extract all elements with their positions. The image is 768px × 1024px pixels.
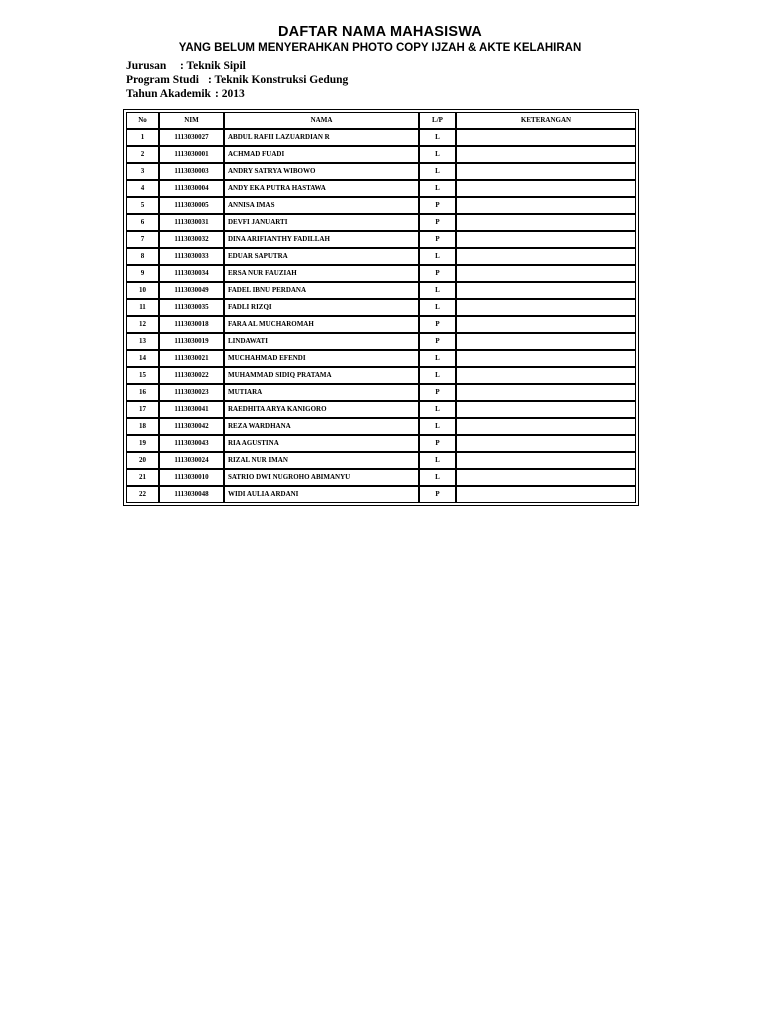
row-no: 18 (126, 418, 159, 435)
table-row (126, 401, 636, 418)
row-nama: MUTIARA (224, 384, 419, 401)
row-nama: DINA ARIFIANTHY FADILLAH (224, 231, 419, 248)
row-nama: ANDY EKA PUTRA HASTAWA (224, 180, 419, 197)
row-nim: 1113030001 (159, 146, 224, 163)
row-keterangan (456, 146, 636, 163)
row-lp: L (419, 180, 456, 197)
row-no: 22 (126, 486, 159, 503)
row-nama: FADLI RIZQI (224, 299, 419, 316)
row-no: 7 (126, 231, 159, 248)
row-no: 19 (126, 435, 159, 452)
row-nama: FADEL IBNU PERDANA (224, 282, 419, 299)
row-nama: ERSA NUR FAUZIAH (224, 265, 419, 282)
row-nim: 1113030027 (159, 129, 224, 146)
row-nim: 1113030032 (159, 231, 224, 248)
table-row (126, 231, 636, 248)
row-no: 10 (126, 282, 159, 299)
info-block (126, 59, 348, 101)
row-nim: 1113030042 (159, 418, 224, 435)
row-lp: P (419, 214, 456, 231)
row-nama: MUHAMMAD SIDIQ PRATAMA (224, 367, 419, 384)
prodi-label: Program Studi (126, 74, 199, 86)
table-row (126, 333, 636, 350)
row-keterangan (456, 469, 636, 486)
row-keterangan (456, 248, 636, 265)
row-no: 4 (126, 180, 159, 197)
row-nama: FARA AL MUCHAROMAH (224, 316, 419, 333)
row-nim: 1113030005 (159, 197, 224, 214)
row-nim: 1113030041 (159, 401, 224, 418)
row-nama: ACHMAD FUADI (224, 146, 419, 163)
row-nama: ANDRY SATRYA WIBOWO (224, 163, 419, 180)
table-row (126, 418, 636, 435)
table-row (126, 180, 636, 197)
row-nama: SATRIO DWI NUGROHO ABIMANYU (224, 469, 419, 486)
row-nim: 1113030023 (159, 384, 224, 401)
row-keterangan (456, 214, 636, 231)
row-nim: 1113030031 (159, 214, 224, 231)
row-nama: ANNISA IMAS (224, 197, 419, 214)
row-no: 2 (126, 146, 159, 163)
row-keterangan (456, 452, 636, 469)
row-lp: P (419, 231, 456, 248)
row-keterangan (456, 486, 636, 503)
row-no: 11 (126, 299, 159, 316)
row-keterangan (456, 384, 636, 401)
table-row (126, 163, 636, 180)
table-row (126, 129, 636, 146)
table-row (126, 265, 636, 282)
row-nim: 1113030048 (159, 486, 224, 503)
header-lp: L/P (419, 112, 456, 129)
row-no: 6 (126, 214, 159, 231)
jurusan-value: : Teknik Sipil (180, 60, 246, 72)
row-no: 1 (126, 129, 159, 146)
header-nim: NIM (159, 112, 224, 129)
row-nama: REZA WARDHANA (224, 418, 419, 435)
header-keterangan: KETERANGAN (456, 112, 636, 129)
page-title: DAFTAR NAMA MAHASISWA (278, 24, 482, 40)
row-nim: 1113030033 (159, 248, 224, 265)
row-no: 8 (126, 248, 159, 265)
row-keterangan (456, 333, 636, 350)
row-nim: 1113030024 (159, 452, 224, 469)
row-no: 16 (126, 384, 159, 401)
row-nama: DEVFI JANUARTI (224, 214, 419, 231)
table-row (126, 486, 636, 503)
row-nama: RAEDHITA ARYA KANIGORO (224, 401, 419, 418)
row-nim: 1113030021 (159, 350, 224, 367)
row-no: 12 (126, 316, 159, 333)
row-keterangan (456, 180, 636, 197)
row-keterangan (456, 282, 636, 299)
row-lp: L (419, 367, 456, 384)
prodi-row (126, 73, 348, 87)
table-header-row (126, 112, 636, 129)
row-keterangan (456, 418, 636, 435)
row-no: 13 (126, 333, 159, 350)
row-nama: LINDAWATI (224, 333, 419, 350)
table-row (126, 350, 636, 367)
table-row (126, 435, 636, 452)
row-keterangan (456, 231, 636, 248)
table-row (126, 248, 636, 265)
table-row (126, 282, 636, 299)
row-nim: 1113030043 (159, 435, 224, 452)
table-row (126, 299, 636, 316)
table-row (126, 146, 636, 163)
row-nim: 1113030022 (159, 367, 224, 384)
row-nama: MUCHAHMAD EFENDI (224, 350, 419, 367)
row-no: 5 (126, 197, 159, 214)
row-keterangan (456, 299, 636, 316)
row-lp: L (419, 248, 456, 265)
row-no: 9 (126, 265, 159, 282)
row-nim: 1113030010 (159, 469, 224, 486)
row-lp: P (419, 333, 456, 350)
table-row (126, 367, 636, 384)
row-lp: L (419, 452, 456, 469)
row-no: 14 (126, 350, 159, 367)
row-nama: RIA AGUSTINA (224, 435, 419, 452)
row-no: 15 (126, 367, 159, 384)
tahun-label: Tahun Akademik (126, 88, 211, 100)
row-lp: L (419, 146, 456, 163)
row-lp: L (419, 469, 456, 486)
row-no: 20 (126, 452, 159, 469)
row-nim: 1113030035 (159, 299, 224, 316)
row-lp: L (419, 163, 456, 180)
row-keterangan (456, 265, 636, 282)
table-row (126, 452, 636, 469)
student-table (126, 112, 636, 503)
row-lp: P (419, 265, 456, 282)
row-lp: P (419, 384, 456, 401)
page-subtitle: YANG BELUM MENYERAHKAN PHOTO COPY IJZAH & AKTE KELAHIRAN (178, 42, 582, 54)
row-lp: L (419, 299, 456, 316)
row-lp: P (419, 435, 456, 452)
row-lp: L (419, 282, 456, 299)
table-row (126, 316, 636, 333)
row-nim: 1113030019 (159, 333, 224, 350)
row-keterangan (456, 401, 636, 418)
header-no: No (126, 112, 159, 129)
row-keterangan (456, 350, 636, 367)
prodi-value: : Teknik Konstruksi Gedung (208, 74, 349, 86)
row-lp: L (419, 418, 456, 435)
jurusan-label: Jurusan (126, 60, 167, 72)
row-lp: P (419, 316, 456, 333)
row-nama: RIZAL NUR IMAN (224, 452, 419, 469)
row-nama: ABDUL RAFII LAZUARDIAN R (224, 129, 419, 146)
student-table-frame (123, 109, 639, 506)
row-keterangan (456, 367, 636, 384)
row-lp: P (419, 486, 456, 503)
row-keterangan (456, 163, 636, 180)
row-lp: P (419, 197, 456, 214)
row-lp: L (419, 401, 456, 418)
jurusan-row (126, 59, 348, 73)
row-no: 3 (126, 163, 159, 180)
tahun-row (126, 87, 348, 101)
table-row (126, 197, 636, 214)
row-lp: L (419, 350, 456, 367)
table-row (126, 384, 636, 401)
tahun-value: : 2013 (215, 88, 245, 100)
table-body (126, 129, 636, 503)
row-keterangan (456, 197, 636, 214)
row-nim: 1113030018 (159, 316, 224, 333)
row-nim: 1113030034 (159, 265, 224, 282)
row-keterangan (456, 316, 636, 333)
row-nim: 1113030003 (159, 163, 224, 180)
table-row (126, 469, 636, 486)
row-nim: 1113030049 (159, 282, 224, 299)
row-nim: 1113030004 (159, 180, 224, 197)
row-lp: L (419, 129, 456, 146)
table-row (126, 214, 636, 231)
row-keterangan (456, 435, 636, 452)
header-nama: NAMA (224, 112, 419, 129)
row-keterangan (456, 129, 636, 146)
row-no: 21 (126, 469, 159, 486)
row-nama: EDUAR SAPUTRA (224, 248, 419, 265)
row-nama: WIDI AULIA ARDANI (224, 486, 419, 503)
row-no: 17 (126, 401, 159, 418)
